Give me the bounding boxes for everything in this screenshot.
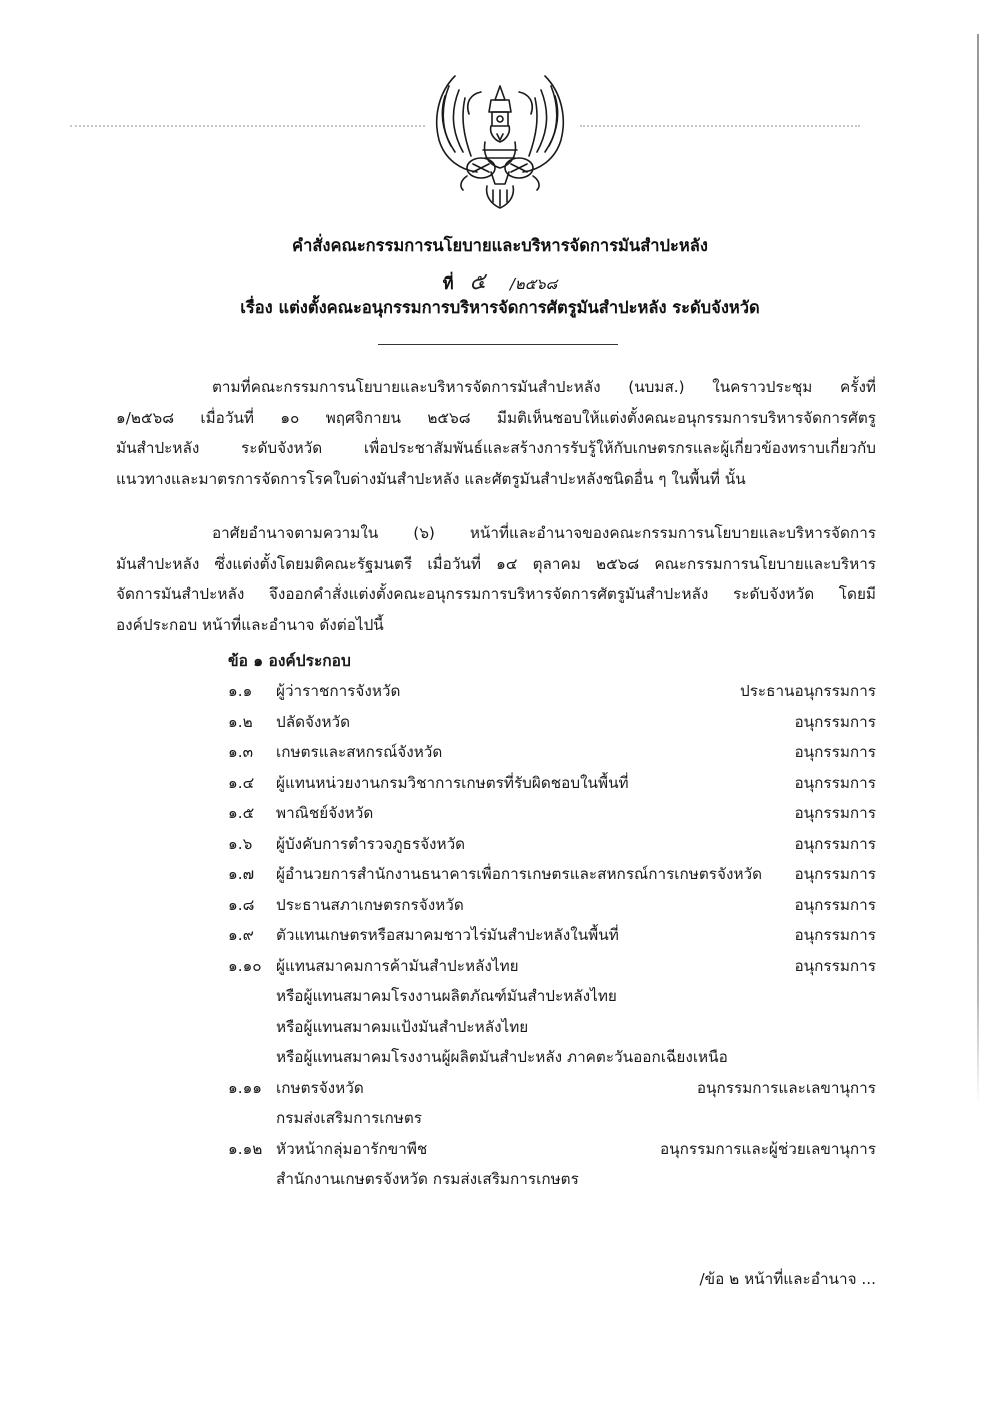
- member-name: หัวหน้ากลุ่มอารักขาพืช: [276, 1139, 428, 1158]
- document-subject: เรื่อง แต่งตั้งคณะอนุกรรมการบริหารจัดการศัตรูมันสำปะหลัง ระดับจังหวัด: [240, 298, 760, 317]
- member-role: อนุกรรมการ: [794, 804, 876, 822]
- order-number-label: ที่: [442, 274, 454, 293]
- member-number: ๑.๘: [228, 895, 255, 914]
- member-row: [228, 1134, 876, 1165]
- heading-divider: [378, 344, 618, 345]
- member-affiliation: [228, 1103, 876, 1134]
- member-name: ตัวแทนเกษตรหรือสมาคมชาวไร่มันสำปะหลังในพื้นที่: [276, 926, 619, 944]
- member-number: ๑.๑๑: [228, 1078, 262, 1097]
- member-number: ๑.๕: [228, 804, 255, 822]
- section-1-title: ข้อ ๑ องค์ประกอบ: [228, 652, 351, 670]
- garuda-emblem-icon: [425, 72, 575, 212]
- member-number: ๑.๑: [228, 682, 253, 700]
- member-role: อนุกรรมการ: [794, 865, 876, 883]
- paragraph-line: ๑/๒๕๖๘ เมื่อวันที่ ๑๐ พฤศจิกายน ๒๕๖๘ มีมติเห็นชอบให้แต่งตั้งคณะอนุกรรมการบริหารจัดการศัตรู: [116, 408, 876, 427]
- paragraph-line: องค์ประกอบ หน้าที่และอำนาจ ดังต่อไปนี้: [116, 615, 384, 634]
- member-role: อนุกรรมการและผู้ช่วยเลขานุการ: [659, 1139, 876, 1158]
- member-number: ๑.๑๐: [228, 956, 262, 975]
- member-name: พาณิชย์จังหวัด: [276, 804, 374, 822]
- member-affiliation: [228, 1164, 876, 1195]
- member-name: ผู้แทนหน่วยงานกรมวิชาการเกษตรที่รับผิดชอบในพื้นที่: [276, 773, 629, 792]
- member-alternate: [228, 1012, 876, 1043]
- paragraph-background: [116, 372, 876, 494]
- member-name: ผู้ว่าราชการจังหวัด: [276, 682, 401, 700]
- member-name: เกษตรและสหกรณ์จังหวัด: [276, 743, 443, 761]
- member-number: ๑.๙: [228, 926, 254, 944]
- member-alternate-text: หรือผู้แทนสมาคมโรงงานผลิตภัณฑ์มันสำปะหลังไทย: [276, 987, 617, 1005]
- member-role: อนุกรรมการ: [794, 773, 876, 792]
- member-alternate-text: หรือผู้แทนสมาคมแป้งมันสำปะหลังไทย: [276, 1017, 529, 1036]
- order-year: /๒๕๖๘: [509, 275, 558, 293]
- order-number-handwritten: ๕: [467, 268, 488, 297]
- member-row: [228, 920, 876, 951]
- member-role: อนุกรรมการ: [794, 743, 876, 761]
- order-number-line: [0, 264, 1000, 299]
- scan-dotted-line-left: [70, 125, 425, 127]
- member-role: อนุกรรมการ: [794, 926, 876, 944]
- member-name: ผู้อำนวยการสำนักงานธนาคารเพื่อการเกษตรและสหกรณ์การเกษตรจังหวัด: [276, 865, 763, 883]
- member-role: อนุกรรมการ: [794, 956, 876, 975]
- member-alternate: [228, 981, 876, 1012]
- member-row: [228, 737, 876, 768]
- paragraph-authority: [116, 518, 876, 640]
- member-affiliation-text: สำนักงานเกษตรจังหวัด กรมส่งเสริมการเกษตร: [276, 1170, 579, 1188]
- member-role: อนุกรรมการ: [794, 895, 876, 914]
- member-row: [228, 1073, 876, 1104]
- member-number: ๑.๓: [228, 743, 254, 761]
- member-alternate-text: หรือผู้แทนสมาคมโรงงานผู้ผลิตมันสำปะหลัง ภาคตะวันออกเฉียงเหนือ: [276, 1048, 728, 1066]
- member-name: ประธานสภาเกษตรกรจังหวัด: [276, 895, 464, 914]
- paragraph-line: จัดการมันสำปะหลัง จึงออกคำสั่งแต่งตั้งคณะอนุกรรมการบริหารจัดการศัตรูมันสำปะหลัง ระดับจังหวัด โดยมี: [116, 585, 876, 603]
- member-row: [228, 676, 876, 707]
- member-affiliation-text: กรมส่งเสริมการเกษตร: [276, 1109, 423, 1127]
- member-role: อนุกรรมการและเลขานุการ: [696, 1078, 876, 1097]
- member-alternate: [228, 1042, 876, 1073]
- member-role: อนุกรรมการ: [794, 834, 876, 853]
- scan-edge-line: [977, 34, 979, 1104]
- paragraph-line: อาศัยอำนาจตามความใน (๖) หน้าที่และอำนาจของคณะกรรมการนโยบายและบริหารจัดการ: [212, 524, 876, 542]
- paragraph-line: แนวทางและมาตรการจัดการโรคใบด่างมันสำปะหลัง และศัตรูมันสำปะหลังชนิดอื่น ๆ ในพื้นที่ นั้น: [116, 469, 746, 488]
- member-name: ผู้แทนสมาคมการค้ามันสำปะหลังไทย: [276, 956, 519, 975]
- member-list: [228, 676, 876, 1195]
- member-row: [228, 951, 876, 982]
- paragraph-line: มันสำปะหลัง ระดับจังหวัด เพื่อประชาสัมพันธ์และสร้างการรับรู้ให้กับเกษตรกรและผู้เกี่ยวข้องทราบเกี่ยวกับ: [116, 439, 876, 457]
- member-row: [228, 859, 876, 890]
- member-number: ๑.๖: [228, 834, 253, 853]
- member-name: เกษตรจังหวัด: [276, 1078, 364, 1097]
- page-continuation-note: /ข้อ ๒ หน้าที่และอำนาจ ...: [699, 1270, 876, 1288]
- member-name: ผู้บังคับการตำรวจภูธรจังหวัด: [276, 834, 466, 853]
- member-row: [228, 768, 876, 799]
- member-number: ๑.๒: [228, 712, 253, 731]
- member-number: ๑.๑๒: [228, 1139, 263, 1158]
- paragraph-line: มันสำปะหลัง ซึ่งแต่งตั้งโดยมติคณะรัฐมนตรี เมื่อวันที่ ๑๔ ตุลาคม ๒๕๖๘ คณะกรรมการนโยบายและบริหาร: [116, 554, 876, 573]
- member-role: ประธานอนุกรรมการ: [739, 682, 876, 700]
- member-row: [228, 798, 876, 829]
- paragraph-line: ตามที่คณะกรรมการนโยบายและบริหารจัดการมันสำปะหลัง (นบมส.) ในคราวประชุม ครั้งที่: [212, 378, 876, 396]
- member-number: ๑.๗: [228, 865, 255, 883]
- member-row: [228, 707, 876, 738]
- member-row: [228, 890, 876, 921]
- scan-dotted-line-right: [580, 125, 860, 127]
- member-name: ปลัดจังหวัด: [276, 712, 351, 731]
- member-number: ๑.๔: [228, 773, 255, 792]
- document-title: คำสั่งคณะกรรมการนโยบายและบริหารจัดการมันสำปะหลัง: [292, 236, 708, 255]
- member-row: [228, 829, 876, 860]
- member-role: อนุกรรมการ: [794, 712, 876, 731]
